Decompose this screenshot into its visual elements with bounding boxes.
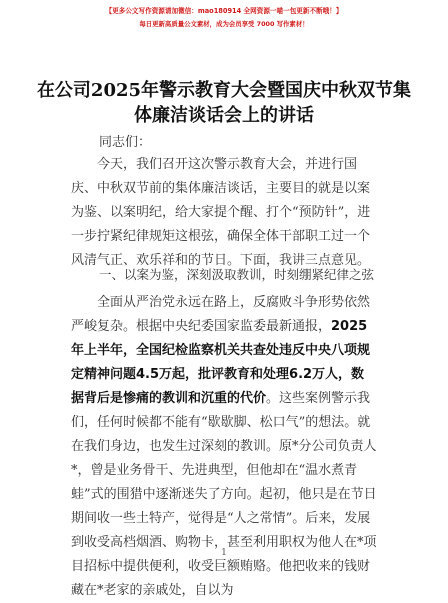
paragraph-intro [71, 153, 377, 273]
salutation: 同志们： [99, 135, 152, 150]
bold-emphasis: 2025年上半年，全国纪检监察机关共查处违反中央八项规定精神问题4.5万起，批评教育和处理6.2万人，数据背后是惨痛的教训和沉重的代价 [71, 319, 371, 406]
paragraph-text: 。这些案例警示我们，任何时候都不能有“歇歇脚、松口气”的想法。就在我们身边，也发生过深刻的教训。原*分公司负责人*，曾是业务骨干、先进典型，但他却在“温水煮青蛙”式的围猎中逐渐迷失了方向。起初，他只是在节日期间收一些土特产，觉得是“人之常情”。后来，发展到收受高档烟酒、购物卡，甚至利用职权为他人在*项目招标中提供便利，收受巨额贿赂。他把收来的钱财藏在*老家的亲戚处，自以为 [71, 391, 377, 598]
section-heading-1: 一、以案为鉴，深刻汲取教训，时刻绷紧纪律之弦 [99, 267, 375, 282]
document-title [30, 78, 418, 128]
promo-banner-line1: 【更多公文写作资源请加微信：mao180914 全网资源一喵一包更新不断哦！】 [105, 7, 343, 15]
paragraph-text: 全面从严治党永远在路上，反腐败斗争形势依然严峻复杂。根据中央纪委国家监委最新通报， [71, 295, 371, 334]
title-line-1: 在公司2025年警示教育大会暨国庆中秋双节集 [36, 80, 412, 101]
title-line-2: 体廉洁谈话会上的讲话 [134, 105, 314, 126]
paragraph-intro-text: 今天，我们召开这次警示教育大会，并进行国庆、中秋双节前的集体廉洁谈话，主要目的就是以案为鉴、以案明纪，给大家提个醒、打个“预防针”，进一步拧紧纪律规矩这根弦，确保全体干部职工过一个风清气正、欢乐祥和的节日。下面，我讲三点意见。 [71, 157, 371, 268]
promo-banner-line2: 每日更新高质量公文素材，成为会员享受 7000 写作素材！ [139, 20, 309, 28]
page-number: 1 [221, 548, 227, 558]
